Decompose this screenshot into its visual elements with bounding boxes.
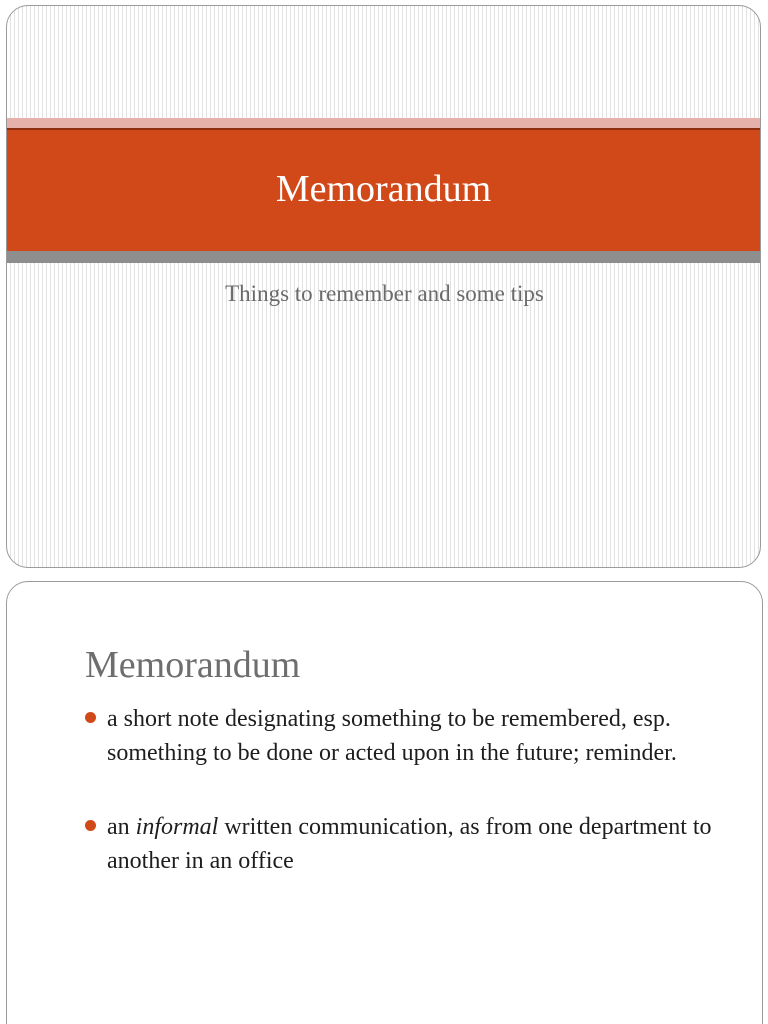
bullet-list bbox=[85, 702, 745, 918]
slide-subtitle: Things to remember and some tips bbox=[225, 281, 544, 306]
bullet-text: a short note designating something to be remembered, esp. something to be done or acted upon in the future; reminder. bbox=[107, 706, 677, 766]
bullet-text-prefix: an bbox=[107, 814, 136, 840]
bullet-item-definition-note bbox=[85, 702, 745, 770]
orange-dot-bullet-icon bbox=[85, 712, 96, 723]
content-slide[interactable] bbox=[6, 581, 763, 1024]
bullet-text-suffix: written communication, as from one department to another in an office bbox=[107, 814, 712, 874]
title-band-pink-stripe bbox=[7, 118, 760, 128]
slide-title: Memorandum bbox=[275, 168, 492, 210]
title-slide[interactable] bbox=[6, 5, 761, 568]
bullet-item-definition-communication bbox=[85, 810, 745, 878]
slide-heading: Memorandum bbox=[85, 644, 301, 686]
title-band-grey-stripe bbox=[7, 251, 760, 263]
bullet-text-emphasis: informal bbox=[135, 814, 219, 840]
orange-dot-bullet-icon bbox=[85, 820, 96, 831]
